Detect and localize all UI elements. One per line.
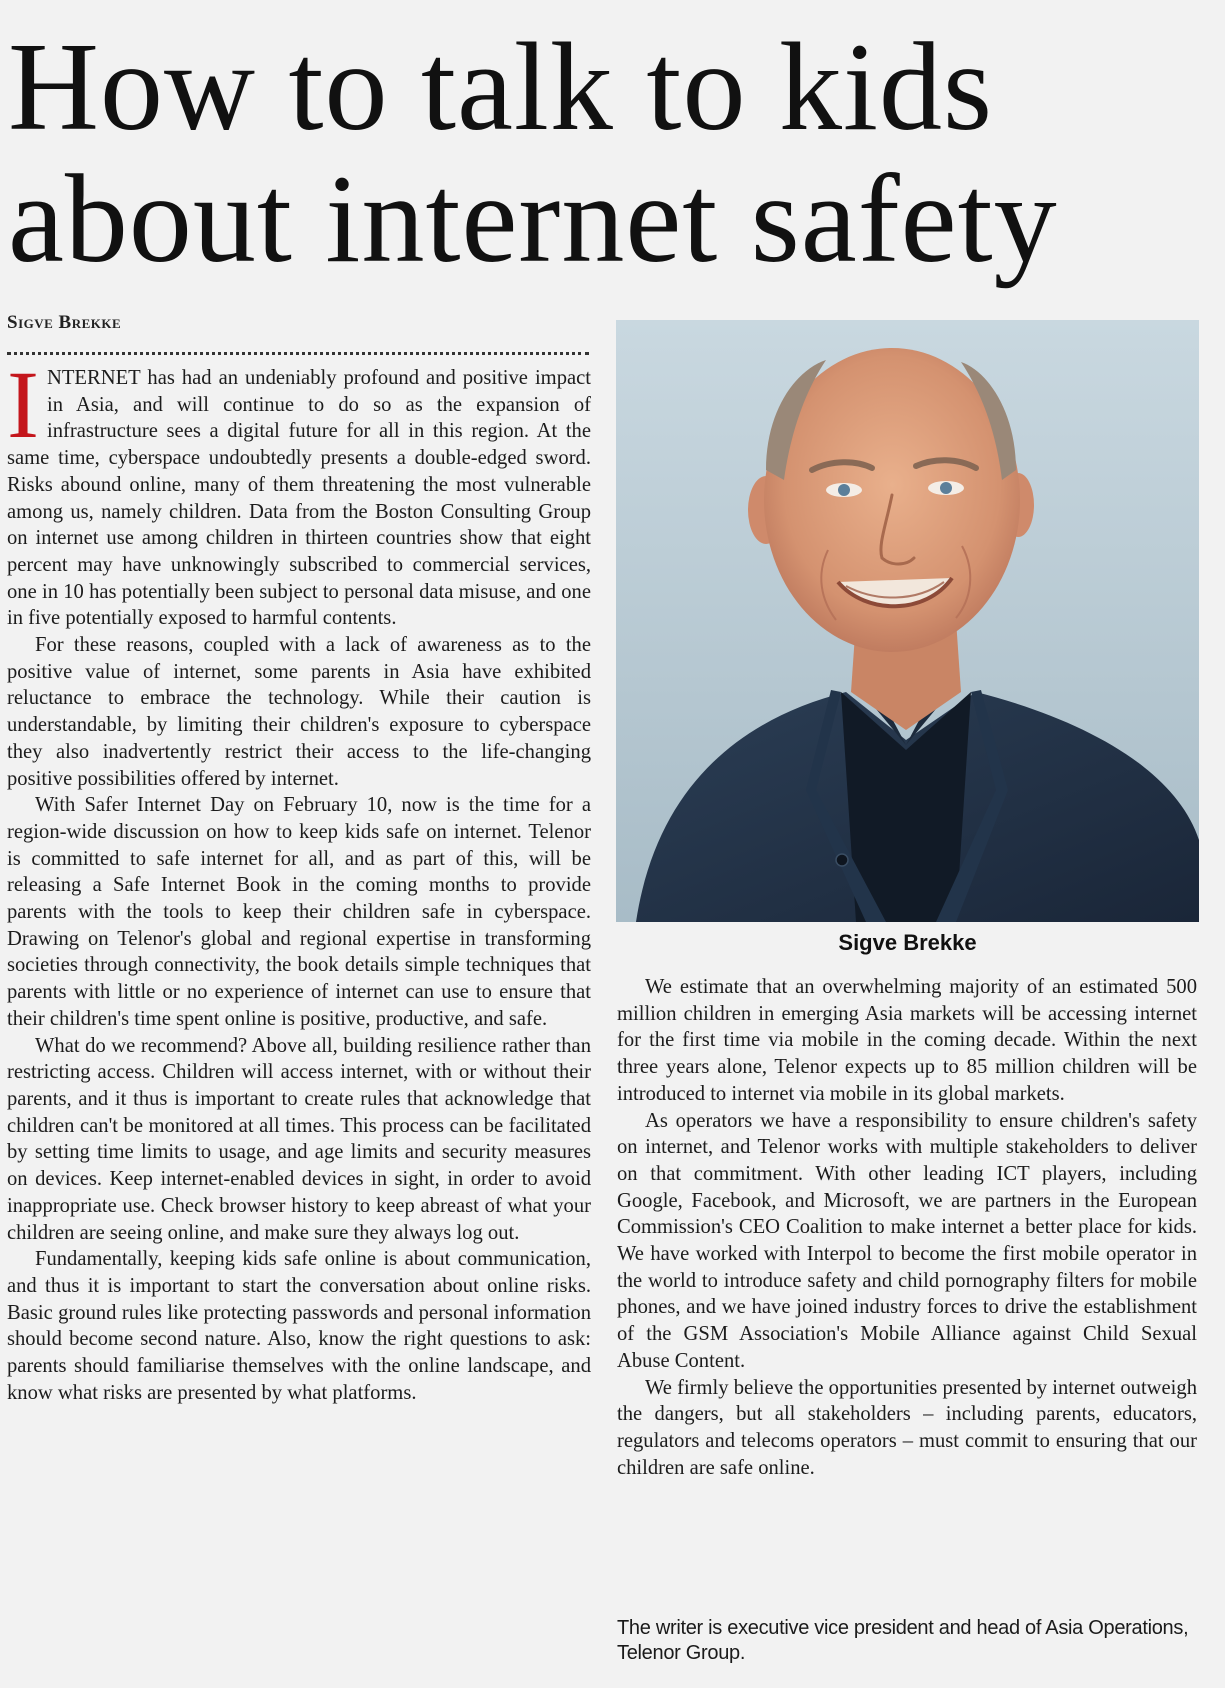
- first-paragraph: [7, 351, 591, 632]
- first-paragraph-text: NTERNET has had an undeniably profound and positive impact in Asia, and will continue to do so as the expansion of infrastructure sees a digital future for all in this region. At the same time, cyberspace undoubtedly presents a double-edged sword. Risks abound online, many of them threatening the most vulnerable among us, namely children. Data from the Boston Consulting Group on internet use among children in thirteen countries show that eight percent may have unknowingly subscribed to commercial services, one in 10 has potentially been subject to personal data misuse, and one in five potentially exposed to harmful contents.: [7, 367, 591, 630]
- portrait-illustration: [616, 320, 1199, 922]
- body-paragraph: Fundamentally, keeping kids safe online is about communication, and thus it is important to start the conversation about online risks. Basic ground rules like protecting passwords and personal information should become second nature. Also, know the right questions to ask: parents should familiarise themselves with the online landscape, and know what risks are presented by what platforms.: [7, 1248, 591, 1404]
- body-paragraph: As operators we have a responsibility to ensure children's safety on internet, and Telenor works with multiple stakeholders to deliver on that commitment. With other leading ICT players, including Google, Facebook, and Microsoft, we are partners in the European Commission's CEO Coalition to make internet a better place for kids. We have worked with Interpol to become the first mobile operator in the world to introduce safety and child pornography filters for mobile phones, and we have joined industry forces to drive the establishment of the GSM Association's Mobile Alliance against Child Sexual Abuse Content.: [617, 1109, 1197, 1372]
- right-column: [617, 974, 1197, 1481]
- photo-caption: Sigve Brekke: [838, 930, 977, 955]
- body-paragraph: For these reasons, coupled with a lack of awareness as to the positive value of internet, some parents in Asia have exhibited reluctance to embrace the technology. While their caution is understandable, by limiting their children's exposure to cyberspace they also inadvertently restrict their access to the life-changing positive possibilities offered by internet.: [7, 634, 591, 790]
- left-column: [7, 351, 591, 1406]
- author-photo: [616, 320, 1199, 922]
- byline-divider: [7, 352, 589, 355]
- headline: How to talk to kids about internet safety: [8, 18, 1058, 289]
- body-paragraph: With Safer Internet Day on February 10, now is the time for a region-wide discussion on how to keep kids safe on internet. Telenor is committed to safe internet for all, and as part of this, will be releasing a Safe Internet Book in the coming months to provide parents with the tools to keep their children safe in cyberspace. Drawing on Telenor's global and regional expertise in transforming societies through connectivity, the book details simple techniques that parents with little or no experience of internet can use to ensure that their children's time spent online is positive, productive, and safe.: [7, 794, 591, 1030]
- byline: Sigve Brekke: [7, 312, 122, 333]
- drop-cap: I: [7, 351, 39, 458]
- author-note: The writer is executive vice president and head of Asia Operations, Telenor Group.: [617, 1617, 1189, 1664]
- body-paragraph: We firmly believe the opportunities presented by internet outweigh the dangers, but all stakeholders – including parents, educators, regulators and telecoms operators – must commit to ensuring that our children are safe online.: [617, 1376, 1197, 1479]
- body-paragraph: What do we recommend? Above all, building resilience rather than restricting access. Children will access internet, with or without their parents, and it thus is important to create rules that acknowledge that children can't be monitored at all times. This process can be facilitated by setting time limits to usage, and age limits and security measures on devices. Keep internet-enabled devices in sight, in order to avoid inappropriate use. Check browser history to keep abreast of what your children are seeing online, and make sure they always log out.: [7, 1034, 591, 1244]
- body-paragraph: We estimate that an overwhelming majority of an estimated 500 million children in emerging Asia markets will be accessing internet for the first time via mobile in the coming decade. Within the next three years alone, Telenor expects up to 85 million children will be introduced to internet via mobile in its global markets.: [617, 976, 1197, 1105]
